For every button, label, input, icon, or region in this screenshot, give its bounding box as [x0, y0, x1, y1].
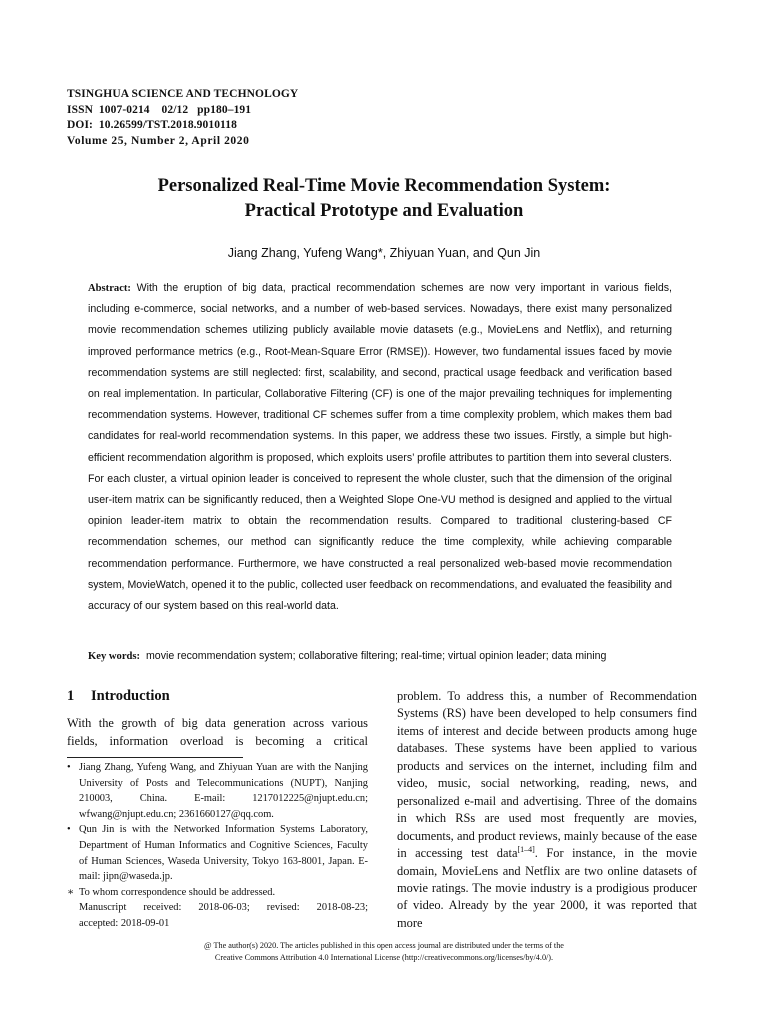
left-column-text	[67, 714, 368, 750]
journal-issn: ISSN 1007-0214 02/12 pp180–191	[67, 103, 252, 116]
paper-authors: Jiang Zhang, Yufeng Wang*, Zhiyuan Yuan, and Qun Jin	[227, 246, 541, 260]
section-title: Introduction	[91, 688, 170, 704]
journal-header	[67, 87, 298, 149]
right-column-text	[397, 688, 697, 932]
manuscript-accepted: accepted: 2018-09-01	[79, 917, 170, 929]
section-heading	[67, 688, 170, 705]
asterisk-icon: ∗	[67, 886, 75, 898]
paper-title	[0, 174, 768, 224]
bullet-icon: •	[67, 762, 71, 773]
footnote-affiliation-1	[67, 760, 368, 822]
manuscript-received: Manuscript received: 2018-06-03; revised: 2018-08-23;	[79, 902, 368, 914]
license-line2: Creative Commons Attribution 4.0 International License (http://creativecommons.org/licenses/by/4.0/).	[214, 953, 554, 962]
abstract	[88, 278, 672, 617]
left-column-line2: fields, information overload is becoming a critical	[67, 734, 368, 748]
keywords-label: Key words:	[88, 651, 141, 662]
footnote-text: Jiang Zhang, Yufeng Wang, and Zhiyuan Yuan are with the Nanjing University of Posts and Telecommunications (NUPT), Nanjing 210003, China. E-mail: 1217012225@njupt.edu.cn; wfwang@njupt.edu.cn; 2361660127@qq.com.	[79, 762, 368, 820]
intro-text-part2: . For instance, in the movie domain, MovieLens and Netflix are two online datasets of movie ratings. The movie industry is a prodigious producer of video. Already by the year 2000, it was reported that more	[397, 846, 698, 930]
section-number: 1	[67, 688, 75, 704]
footnote-affiliation-2	[67, 822, 368, 884]
paper-title-line2: Practical Prototype and Evaluation	[244, 201, 524, 221]
license-notice	[0, 940, 768, 964]
footnote-correspondence	[67, 885, 368, 901]
journal-doi: DOI: 10.26599/TST.2018.9010118	[67, 119, 237, 131]
footnote-text: To whom correspondence should be addressed.	[79, 886, 276, 898]
license-line1: @ The author(s) 2020. The articles published in this open access journal are distributed under the terms of the	[204, 941, 564, 950]
abstract-text: With the eruption of big data, practical recommendation schemes are now very important in various fields, including e-commerce, social networks, and a number of web-based services. Nowadays, there exist many personalized movie recommendation schemes utilizing publicly available movie datasets (e.g., MovieLens and Netflix), and returning improved performance metrics (e.g., Root-Mean-Square Error (RMSE)). However, two fundamental issues faced by movie recommendation systems are still neglected: first, scalability, and second, practical usage feedback and verification based on real implementation. In particular, Collaborative Filtering (CF) is one of the major prevailing techniques for implementing recommendation systems. However, traditional CF schemes suffer from a time complexity problem, which makes them bad candidates for real-world recommendation systems. In this paper, we address these two issues. Firstly, a simple but high-efficient recommendation algorithm is proposed, which exploits users’ profile attributes to partition them into several clusters. For each cluster, a virtual opinion leader is conceived to represent the whole cluster, such that the dimension of the original user-item matrix can be significantly reduced, then a Weighted Slope One-VU method is designed and applied to the virtual opinion leader-item matrix to obtain the recommendation results. Compared to traditional clustering-based CF recommendation schemes, our method can significantly reduce the time complexity, while achieving comparable recommendation performance. Furthermore, we have constructed a real personalized web-based movie recommendation system, MovieWatch, opened it to the public, collected user feedback on recommendations, and evaluated the feasibility and accuracy of our system based on this real-world data.	[88, 282, 672, 613]
abstract-label: Abstract:	[88, 283, 131, 294]
keywords	[88, 648, 688, 665]
right-column-paragraph	[397, 688, 697, 932]
journal-name: TSINGHUA SCIENCE AND TECHNOLOGY	[67, 88, 299, 100]
bullet-icon: •	[67, 824, 71, 836]
journal-volume: Volume 25, Number 2, April 2020	[67, 134, 250, 147]
paper-title-line1: Personalized Real-Time Movie Recommendation System:	[157, 176, 611, 196]
footnote-text: Qun Jin is with the Networked Information Systems Laboratory, Department of Human Informatics and Cognitive Sciences, Faculty of Human Sciences, Waseda University, Tokyo 163-8001, Japan. E-mail: jipn@waseda.jp.	[79, 824, 368, 883]
footnotes	[67, 760, 368, 932]
left-column-line1: With the growth of big data generation across various	[67, 716, 368, 730]
citation: [1–4]	[517, 844, 535, 854]
keywords-text: movie recommendation system; collaborative filtering; real-time; virtual opinion leader; data mining	[145, 650, 607, 662]
intro-text-part1: problem. To address this, a number of Recommendation Systems (RS) have been developed to help consumers find items of interest and decide between products among huge databases. These systems have been applied to various products and services on the internet, including film and video, music, social networking, reading, news, and personalized e-mail and advertising. Three of the domains in which RSs are used most frequently are movies, documents, and product reviews, mainly because of the ease in accessing test data	[397, 689, 697, 861]
footnote-divider	[67, 757, 243, 758]
